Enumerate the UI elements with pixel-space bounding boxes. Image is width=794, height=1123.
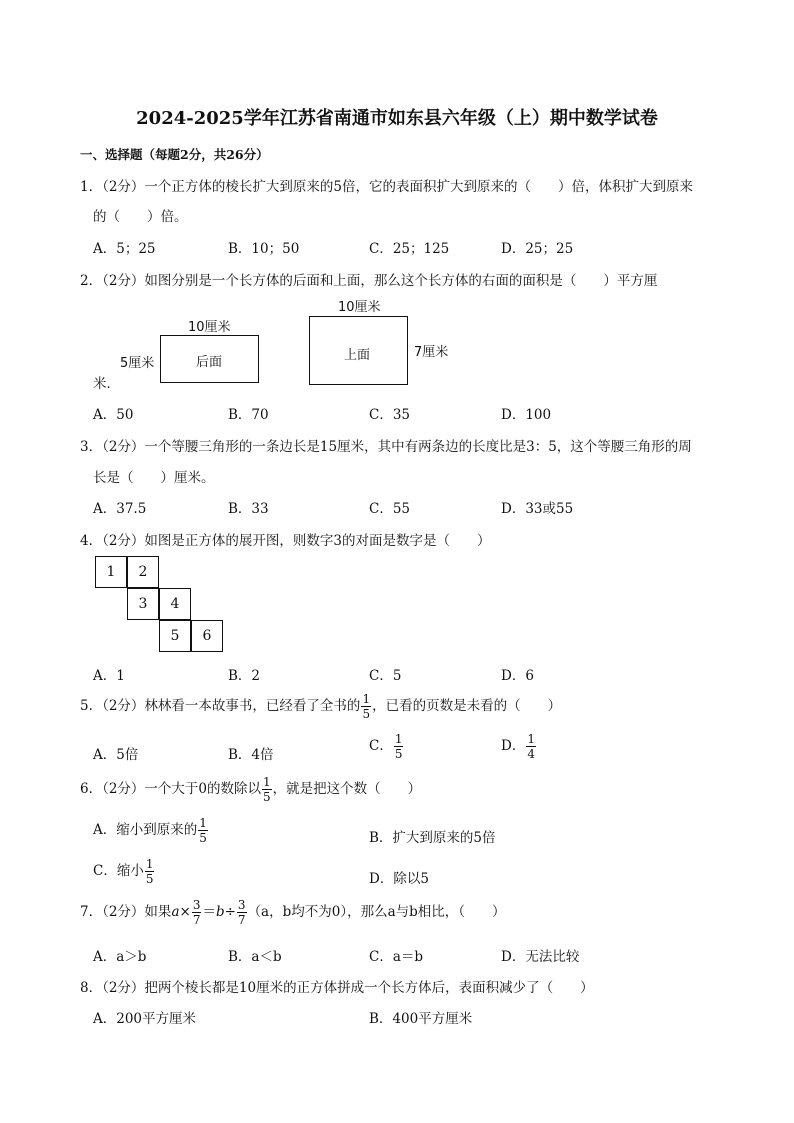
net-cell-4: 4 — [159, 588, 191, 620]
q5-option-d — [501, 733, 537, 760]
q6-option-a — [93, 817, 209, 844]
back-face-label: 后面 — [196, 355, 223, 370]
q5-option-c-den: 5 — [394, 747, 403, 761]
q4-option-a: A．1 — [93, 668, 125, 684]
question-6-text — [80, 776, 421, 803]
q6-option-c-fraction — [145, 858, 155, 885]
q6-option-a-fraction — [198, 817, 208, 844]
q5-option-d-prefix: D． — [501, 738, 526, 754]
q8-option-a: A．200平方厘米 — [93, 1011, 197, 1027]
q4-option-d: D．6 — [501, 668, 534, 684]
q6-option-a-prefix: A．缩小到原来的 — [93, 822, 198, 838]
q5-fraction — [361, 693, 371, 720]
q5-option-d-den: 4 — [527, 747, 535, 761]
q1-option-b: B．10；50 — [228, 241, 300, 257]
q5-frac-num: 1 — [362, 692, 371, 706]
q7-option-c: C．a＝b — [369, 949, 424, 965]
question-7-text — [80, 899, 506, 926]
q7-var-a: a — [171, 904, 180, 920]
q6-option-c-den: 5 — [145, 872, 154, 886]
question-1-text-cont: 的（ ）倍。 — [93, 209, 188, 225]
q5-option-a: A．5倍 — [93, 747, 139, 763]
q7-frac2-num: 3 — [237, 898, 246, 912]
net-cell-1: 1 — [95, 556, 127, 588]
q6-option-c-prefix: C．缩小 — [93, 863, 144, 879]
q5-option-c-num: 1 — [394, 732, 403, 746]
q1-option-c: C．25；125 — [369, 241, 450, 257]
q5-frac-den: 5 — [362, 707, 371, 721]
q1-option-d: D．25；25 — [501, 241, 574, 257]
q5-option-b: B．4倍 — [228, 747, 274, 763]
q6-option-c — [93, 858, 155, 885]
q4-option-b: B．2 — [228, 668, 261, 684]
q7-fraction-1 — [192, 899, 202, 926]
q1-option-a: A．5；25 — [93, 241, 156, 257]
section-heading: 一、选择题（每题2分，共26分） — [80, 147, 269, 162]
question-2-text-tail: 米． — [93, 376, 120, 392]
top-face-label: 上面 — [344, 348, 371, 363]
q6-text-post: ，就是把这个数（ ） — [272, 781, 422, 797]
q7-frac1-num: 3 — [192, 898, 201, 912]
q6-text-pre: 6．（2分）一个大于0的数除以 — [80, 781, 262, 797]
q7-option-d: D．无法比较 — [501, 949, 580, 965]
net-cell-5: 5 — [159, 620, 191, 652]
q7-option-b: B．a＜b — [228, 949, 282, 965]
q7-frac1-den: 7 — [192, 913, 201, 927]
q3-option-d: D．33或55 — [501, 501, 574, 517]
net-cell-2: 2 — [127, 556, 159, 588]
question-8-text: 8．（2分）把两个棱长都是10厘米的正方体拼成一个长方体后，表面积减少了（ ） — [80, 980, 594, 996]
question-5-text — [80, 693, 561, 720]
top-face-depth-label: 7厘米 — [414, 345, 449, 360]
q5-text-pre: 5．（2分）林林看一本故事书，已经看了全书的 — [80, 698, 361, 714]
q2-option-a: A．50 — [93, 407, 134, 423]
back-face-height-label: 5厘米 — [120, 356, 155, 371]
q4-option-c: C．5 — [369, 668, 402, 684]
exam-title: 2024-2025学年江苏省南通市如东县六年级（上）期中数学试卷 — [136, 108, 658, 129]
q5-option-c — [369, 733, 404, 760]
question-3-text-cont: 长是（ ）厘米。 — [93, 470, 215, 486]
q6-option-c-num: 1 — [145, 857, 154, 871]
q7-frac2-den: 7 — [237, 913, 246, 927]
q7-divide-sign: ÷ — [224, 904, 236, 920]
q5-text-post: ，已看的页数是未看的（ ） — [372, 698, 562, 714]
q6-option-b: B．扩大到原来的5倍 — [369, 830, 496, 846]
q6-frac-num: 1 — [263, 775, 271, 789]
q2-option-d: D．100 — [501, 407, 552, 423]
question-1-text: 1．（2分）一个正方体的棱长扩大到原来的5倍，它的表面积扩大到原来的（ ）倍，体积扩大到原来 — [80, 179, 694, 195]
q6-fraction — [262, 776, 272, 803]
back-face-width-label: 10厘米 — [188, 320, 231, 335]
top-face-width-label: 10厘米 — [338, 300, 381, 315]
net-cell-6: 6 — [191, 620, 223, 652]
q7-text-pre: 7．（2分）如果 — [80, 904, 172, 920]
q7-text-post: （a，b均不为0），那么a与b相比，（ ） — [247, 904, 506, 920]
q7-option-a: A．a＞b — [93, 949, 147, 965]
q8-option-b: B．400平方厘米 — [369, 1011, 473, 1027]
net-cell-3: 3 — [127, 588, 159, 620]
q3-option-c: C．55 — [369, 501, 411, 517]
q2-option-c: C．35 — [369, 407, 411, 423]
q2-option-b: B．70 — [228, 407, 269, 423]
q5-option-d-num: 1 — [527, 732, 535, 746]
q7-fraction-2 — [237, 899, 247, 926]
q7-var-b: b — [215, 904, 225, 920]
q6-option-a-num: 1 — [199, 816, 207, 830]
q7-equals-sign: ＝ — [202, 904, 216, 920]
question-2-text: 2．（2分）如图分别是一个长方体的后面和上面，那么这个长方体的右面的面积是（ ）平方厘 — [80, 273, 658, 289]
q3-option-b: B．33 — [228, 501, 269, 517]
q6-option-a-den: 5 — [199, 831, 207, 845]
q5-option-c-fraction — [394, 733, 404, 760]
q6-option-d: D．除以5 — [369, 871, 429, 887]
question-3-text: 3．（2分）一个等腰三角形的一条边长是15厘米，其中有两条边的长度比是3：5，这个等腰三角形的周 — [80, 439, 692, 455]
q7-times-sign: × — [179, 904, 191, 920]
question-4-text: 4．（2分）如图是正方体的展开图，则数字3的对面是数字是（ ） — [80, 533, 491, 549]
q5-option-d-fraction — [526, 733, 536, 760]
q6-frac-den: 5 — [263, 790, 271, 804]
q3-option-a: A．37.5 — [93, 501, 147, 517]
q5-option-c-prefix: C． — [369, 738, 393, 754]
